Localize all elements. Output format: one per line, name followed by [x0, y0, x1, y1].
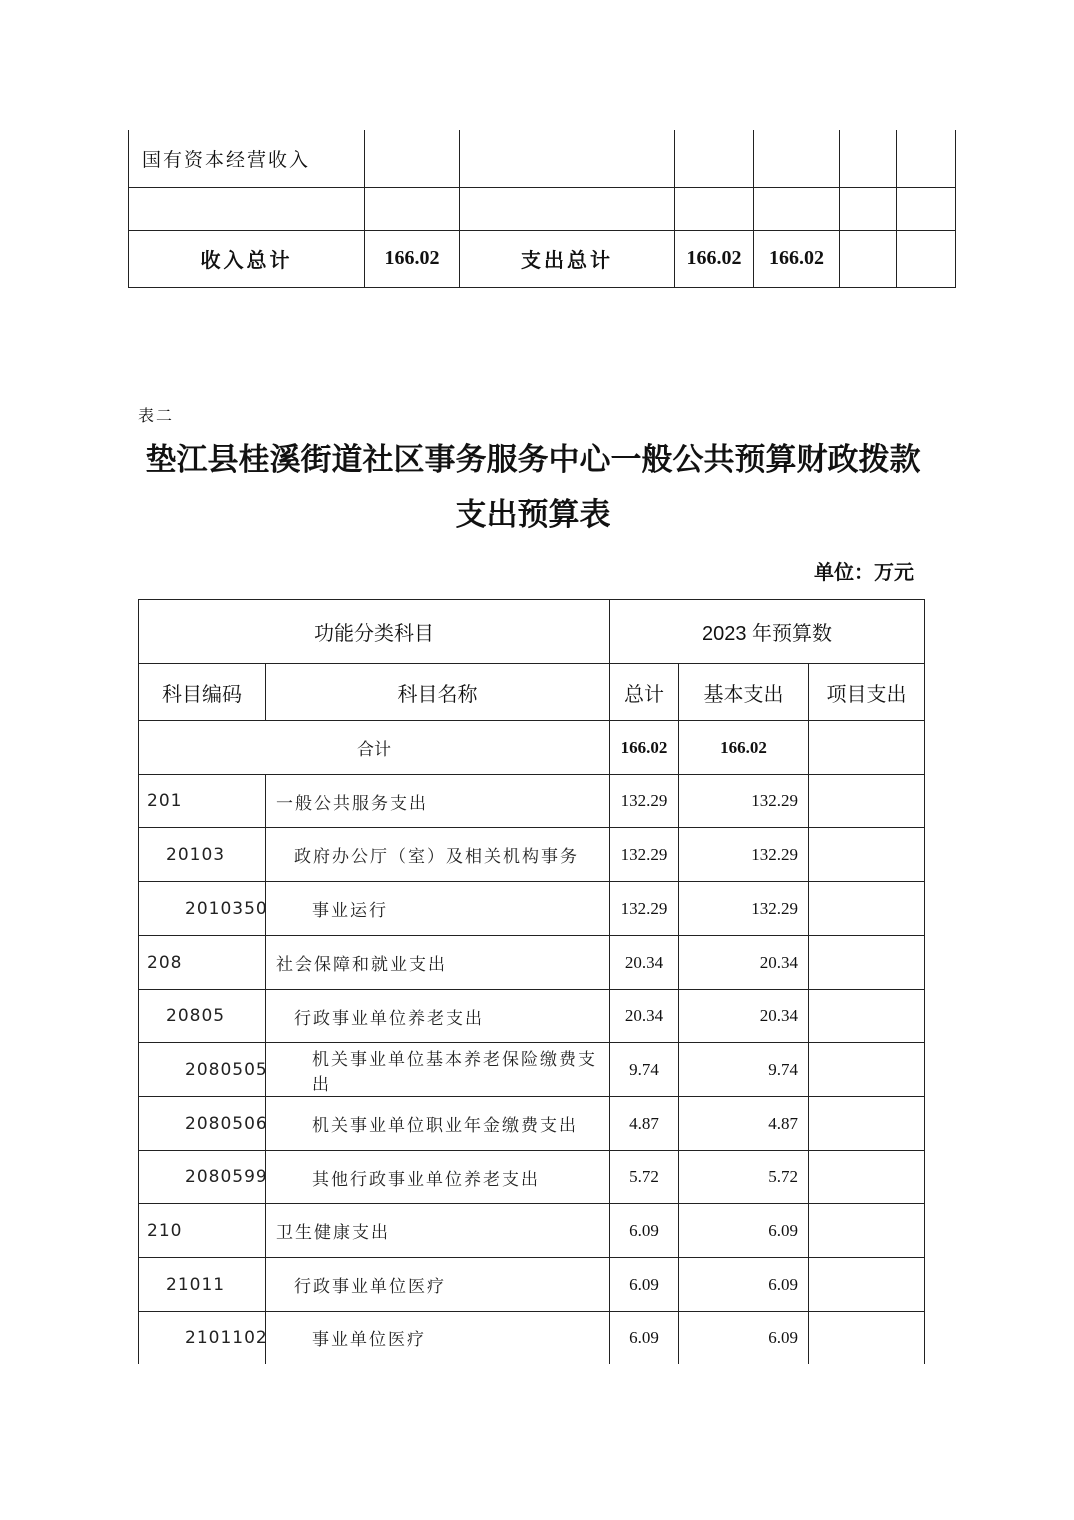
table-row	[139, 828, 925, 882]
item-project	[809, 1312, 925, 1364]
item-code: 2080505	[139, 1043, 266, 1097]
table-row	[139, 1204, 925, 1258]
item-basic: 9.74	[679, 1043, 809, 1097]
item-total: 4.87	[610, 1097, 679, 1151]
item-name: 机关事业单位职业年金缴费支出	[266, 1097, 610, 1151]
table-subheader-row	[139, 664, 925, 721]
table-row	[139, 1043, 925, 1097]
item-basic: 6.09	[679, 1258, 809, 1312]
item-code: 20103	[139, 828, 266, 882]
item-total: 6.09	[610, 1204, 679, 1258]
item-name: 行政事业单位养老支出	[266, 990, 610, 1043]
expense-total-label: 支出总计	[460, 230, 675, 287]
item-name: 社会保障和就业支出	[266, 936, 610, 990]
item-total: 132.29	[610, 775, 679, 828]
item-project	[809, 775, 925, 828]
income-expense-summary-table	[128, 130, 956, 288]
item-total: 132.29	[610, 882, 679, 936]
expense-total-value: 166.02	[754, 230, 840, 287]
item-project	[809, 990, 925, 1043]
item-basic: 20.34	[679, 990, 809, 1043]
sum-basic: 166.02	[679, 721, 809, 775]
item-code: 2080599	[139, 1151, 266, 1204]
item-total: 20.34	[610, 990, 679, 1043]
item-name: 行政事业单位医疗	[266, 1258, 610, 1312]
item-code: 20805	[139, 990, 266, 1043]
table-row	[129, 130, 956, 187]
item-code: 21011	[139, 1258, 266, 1312]
item-name: 机关事业单位基本养老保险缴费支出	[266, 1043, 610, 1097]
item-total: 5.72	[610, 1151, 679, 1204]
item-basic: 4.87	[679, 1097, 809, 1151]
item-total: 9.74	[610, 1043, 679, 1097]
expense-total-value: 166.02	[675, 230, 754, 287]
table-row	[139, 1258, 925, 1312]
item-name: 事业单位医疗	[266, 1312, 610, 1364]
project-header: 项目支出	[809, 664, 925, 721]
table-row	[139, 936, 925, 990]
item-project	[809, 882, 925, 936]
category-header: 功能分类科目	[139, 600, 610, 664]
table-row	[139, 882, 925, 936]
table-row	[139, 775, 925, 828]
item-basic: 6.09	[679, 1312, 809, 1364]
item-project	[809, 1258, 925, 1312]
table-row	[139, 1097, 925, 1151]
item-code: 2010350	[139, 882, 266, 936]
item-total: 6.09	[610, 1258, 679, 1312]
item-code: 201	[139, 775, 266, 828]
item-total: 132.29	[610, 828, 679, 882]
item-project	[809, 1204, 925, 1258]
item-name: 卫生健康支出	[266, 1204, 610, 1258]
row-label	[129, 187, 365, 230]
sum-label: 合计	[139, 721, 610, 775]
item-code: 2101102	[139, 1312, 266, 1364]
item-project	[809, 828, 925, 882]
row-label: 国有资本经营收入	[129, 130, 365, 187]
item-name: 政府办公厅（室）及相关机构事务	[266, 828, 610, 882]
item-basic: 5.72	[679, 1151, 809, 1204]
code-header: 科目编码	[139, 664, 266, 721]
sum-total: 166.02	[610, 721, 679, 775]
item-name: 一般公共服务支出	[266, 775, 610, 828]
item-name: 事业运行	[266, 882, 610, 936]
sum-project	[809, 721, 925, 775]
page-title: 垫江县桂溪街道社区事务服务中心一般公共预算财政拨款	[145, 442, 921, 478]
item-code: 210	[139, 1204, 266, 1258]
item-total: 20.34	[610, 936, 679, 990]
unit-label: 单位：万元	[814, 560, 914, 584]
item-basic: 132.29	[679, 775, 809, 828]
table-row	[139, 990, 925, 1043]
page-title-line2: 支出预算表	[455, 497, 611, 533]
table-row	[139, 1151, 925, 1204]
table-header-row	[139, 600, 925, 664]
item-total: 6.09	[610, 1312, 679, 1364]
basic-header: 基本支出	[679, 664, 809, 721]
item-project	[809, 1097, 925, 1151]
item-project	[809, 1151, 925, 1204]
table-row	[129, 187, 956, 230]
item-basic: 132.29	[679, 882, 809, 936]
item-basic: 20.34	[679, 936, 809, 990]
table-number-label: 表二	[138, 406, 175, 425]
table-row	[139, 1312, 925, 1364]
item-code: 208	[139, 936, 266, 990]
item-project	[809, 936, 925, 990]
income-total-value: 166.02	[365, 230, 460, 287]
item-basic: 6.09	[679, 1204, 809, 1258]
item-name: 其他行政事业单位养老支出	[266, 1151, 610, 1204]
budget-year-header: 2023 年预算数	[610, 600, 925, 664]
total-header: 总计	[610, 664, 679, 721]
name-header: 科目名称	[266, 664, 610, 721]
sum-row	[139, 721, 925, 775]
item-basic: 132.29	[679, 828, 809, 882]
total-row	[129, 230, 956, 287]
income-total-label: 收入总计	[129, 230, 365, 287]
item-project	[809, 1043, 925, 1097]
budget-expenditure-table	[138, 599, 925, 1364]
item-code: 2080506	[139, 1097, 266, 1151]
